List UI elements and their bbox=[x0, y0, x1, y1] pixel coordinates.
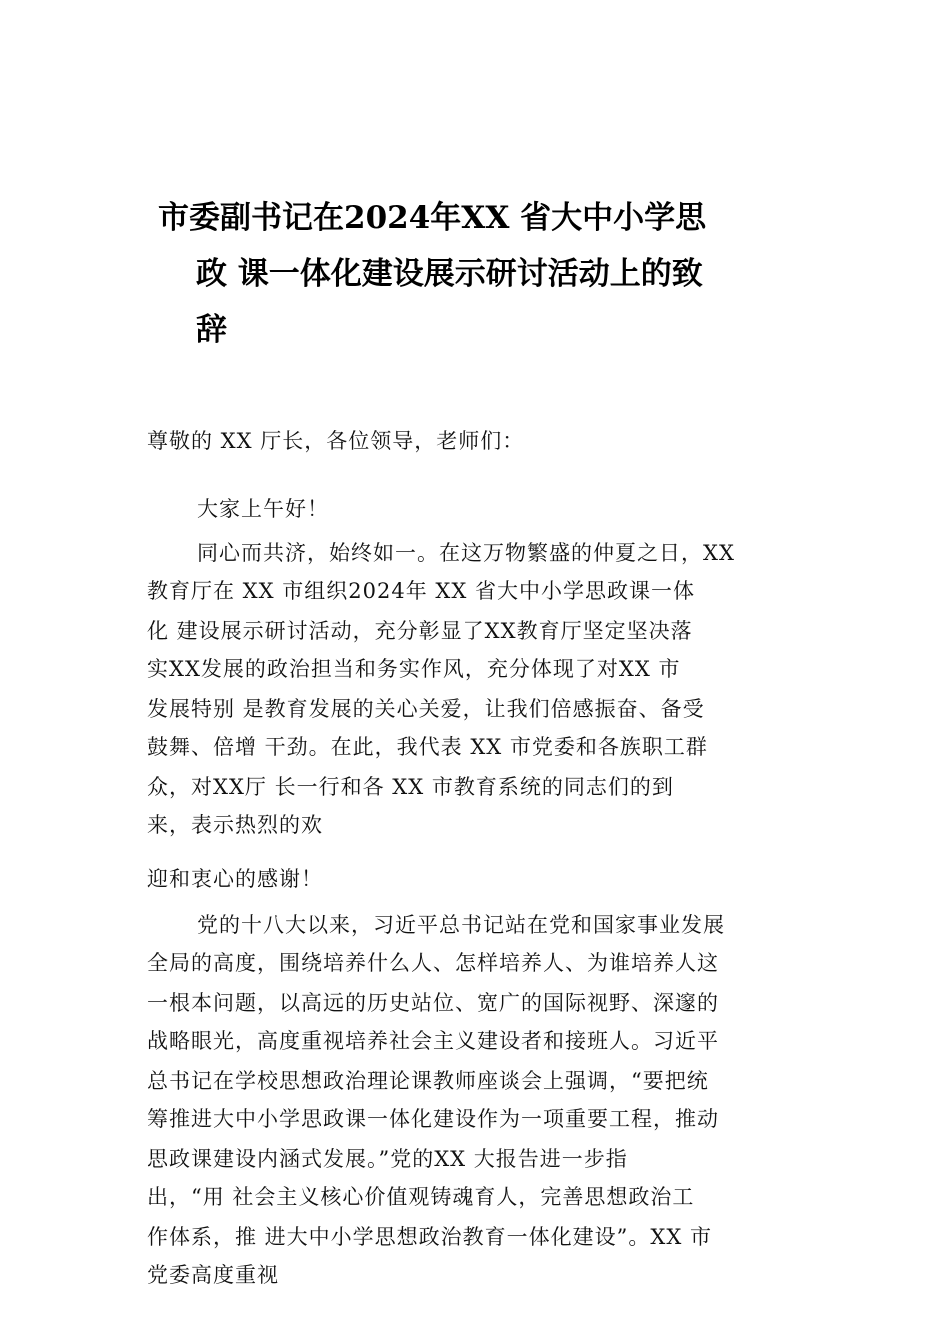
paragraph-2-line: 总书记在学校思想政治理论课教师座谈会上强调，“要把统 bbox=[147, 1069, 709, 1093]
paragraph-1-line: 教育厅在 XX 市组织2024年 XX 省大中小学思政课一体 bbox=[147, 579, 695, 603]
paragraph-1-line: 发展特别 是教育发展的关心关爱，让我们倍感振奋、备受 bbox=[147, 697, 705, 721]
paragraph-2-line: 出，“用 社会主义核心价值观铸魂育人，完善思想政治工 bbox=[147, 1185, 695, 1209]
paragraph-2-line: 思政课建设内涵式发展。”党的XX 大报告进一步指 bbox=[147, 1147, 628, 1171]
title-line-2: 政 课一体化建设展示研讨活动上的致 bbox=[196, 256, 703, 292]
paragraph-2-line: 全局的高度，围绕培养什么人、怎样培养人、为谁培养人这 bbox=[147, 951, 719, 975]
paragraph-1-line: 众，对XX厅 长一行和各 XX 市教育系统的同志们的到 bbox=[147, 775, 674, 799]
paragraph-2-line: 作体系，推 进大中小学思想政治教育一体化建设”。XX 市 bbox=[147, 1225, 712, 1249]
document-title bbox=[150, 190, 790, 358]
paragraph-1-line: 实XX发展的政治担当和务实作风，充分体现了对XX 市 bbox=[147, 657, 681, 681]
paragraph-2-line: 一根本问题，以高远的历史站位、宽广的国际视野、深邃的 bbox=[147, 991, 719, 1015]
paragraph-1-line: 化 建设展示研讨活动，充分彰显了XX教育厅坚定坚决落 bbox=[147, 619, 693, 643]
paragraph-1-line: 来，表示热烈的欢 bbox=[147, 813, 323, 837]
paragraph-2-line: 党委高度重视 bbox=[147, 1263, 279, 1287]
paragraph-2-line: 筹推进大中小学思政课一体化建设作为一项重要工程，推动 bbox=[147, 1107, 719, 1131]
title-line-3: 辞 bbox=[196, 312, 227, 348]
greeting: 大家上午好！ bbox=[197, 497, 329, 521]
paragraph-1-continuation: 迎和衷心的感谢！ bbox=[147, 867, 323, 891]
salutation: 尊敬的 XX 厅长，各位领导，老师们： bbox=[147, 429, 525, 453]
title-line-1: 市委副书记在2024年XX 省大中小学思 bbox=[158, 200, 707, 236]
paragraph-1-line: 鼓舞、倍增 干劲。在此，我代表 XX 市党委和各族职工群 bbox=[147, 735, 708, 759]
paragraph-1-line: 同心而共济，始终如一。在这万物繁盛的仲夏之日，XX bbox=[197, 541, 735, 565]
paragraph-2-line: 战略眼光，高度重视培养社会主义建设者和接班人。习近平 bbox=[147, 1029, 719, 1053]
paragraph-2-line: 党的十八大以来，习近平总书记站在党和国家事业发展 bbox=[197, 913, 725, 937]
